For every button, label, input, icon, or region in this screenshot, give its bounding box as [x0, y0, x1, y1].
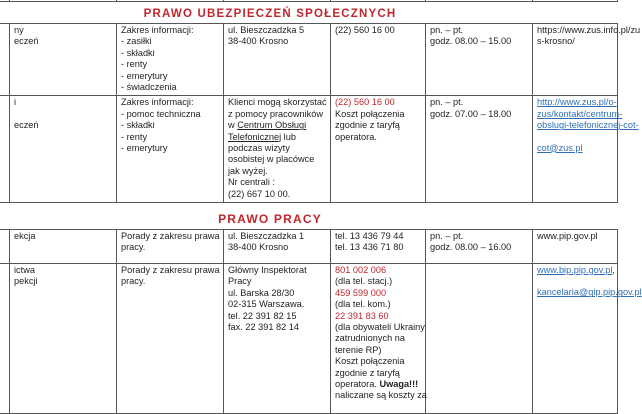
table-row [0, 264, 618, 414]
phone-cell: tel. 13 436 79 44 tel. 13 436 71 80 [331, 230, 426, 264]
website-cell[interactable]: https://www.zus.info.pl/zu s-krosno/ [533, 24, 618, 96]
info-scope-cell: Zakres informacji: - pomoc techniczna - składki - renty - emerytury [117, 96, 224, 203]
phone-number[interactable]: 22 391 83 60 [335, 310, 389, 321]
bip-link[interactable]: www.bip.pip.gov.pl [537, 265, 613, 275]
phone-cell: (22) 560 16 00 [331, 24, 426, 96]
cot-link-continued[interactable]: Telefonicznej [228, 131, 282, 142]
website-cell[interactable]: www.bip.pip.gov.pl, kancelaria@gip.pip.gov.pl [533, 264, 618, 414]
table-row [0, 96, 618, 203]
top-table [0, 0, 618, 2]
gip-email-link[interactable]: kancelaria@gip.pip.gov.pl [537, 287, 642, 298]
website-cell[interactable]: www.pip.gov.pl [533, 230, 618, 264]
hours-cell: pn. – pt. godz. 08.00 – 16.00 [426, 230, 533, 264]
phone-number[interactable]: 801 002 006 [335, 265, 387, 275]
section-title-praca: PRAWO PRACY [218, 212, 322, 226]
info-scope-cell: Porady z zakresu prawa pracy. [117, 264, 224, 414]
address-cell: ul. Bieszczadzka 1 38-400 Krosno [224, 230, 331, 264]
zus-cot-link[interactable]: http://www.zus.pl/o- [537, 97, 617, 108]
hours-cell [426, 264, 533, 414]
section-title-ubezpieczen: PRAWO UBEZPIECZEŃ SPOŁECZNYCH [143, 8, 397, 20]
address-cell: Klienci mogą skorzystać z pomocy pracowników w Centrum Obsługi Telefonicznej lub podczas wizyty osobistej w placówce jak wyżej. Nr centrali : (22) 667 10 00. [224, 96, 331, 203]
table-row [0, 24, 618, 96]
institution-name-cell: ekcja [10, 230, 117, 264]
hours-cell: pn. – pt. godz. 08.00 – 15.00 [426, 24, 533, 96]
website-cell[interactable]: http://www.zus.pl/o- zus/kontakt/centrum- obslugi-telefonicznej-cot- cot@zus.pl [533, 96, 618, 203]
institution-name-cell: ny eczeń [10, 24, 117, 96]
institution-name-cell: i eczeń [10, 96, 117, 203]
info-scope-cell: Zakres informacji: - zasiłki - składki - renty - emerytury - świadczenia [117, 24, 224, 96]
institution-name-cell: ictwa pekcji [10, 264, 117, 414]
address-cell: Główny Inspektorat Pracy ul. Barska 28/30 02-315 Warszawa. tel. 22 391 82 15 fax. 22 391 82 14 [224, 264, 331, 414]
phone-number[interactable]: (22) 560 16 00 [335, 97, 395, 108]
address-cell: ul. Bieszczadzka 5 38-400 Krosno [224, 24, 331, 96]
praca-table [0, 229, 642, 414]
zus-email-link[interactable]: cot@zus.pl [537, 142, 583, 153]
phone-number[interactable]: 459 599 000 [335, 287, 387, 298]
hours-cell: pn. – pt. godz. 07.00 – 18.00 [426, 96, 533, 203]
table-row [0, 230, 618, 264]
warning-text: Uwaga!!! [379, 379, 419, 390]
info-scope-cell: Porady z zakresu prawa pracy. [117, 230, 224, 264]
ubezpieczenia-table [0, 23, 641, 203]
phone-cell: 801 002 006 (dla tel. stacj.) 459 599 000 (dla tel. kom.) 22 391 83 60 (dla obywateli Ukrainy zatrudnionych na terenie RP) Koszt połączenia zgodnie z taryfą operatora. Uwaga!!! naliczane są koszty za [331, 264, 426, 414]
phone-cell: (22) 560 16 00 Koszt połączenia zgodnie z taryfą operatora. [331, 96, 426, 203]
cot-link[interactable]: Centrum Obsługi [237, 120, 307, 131]
